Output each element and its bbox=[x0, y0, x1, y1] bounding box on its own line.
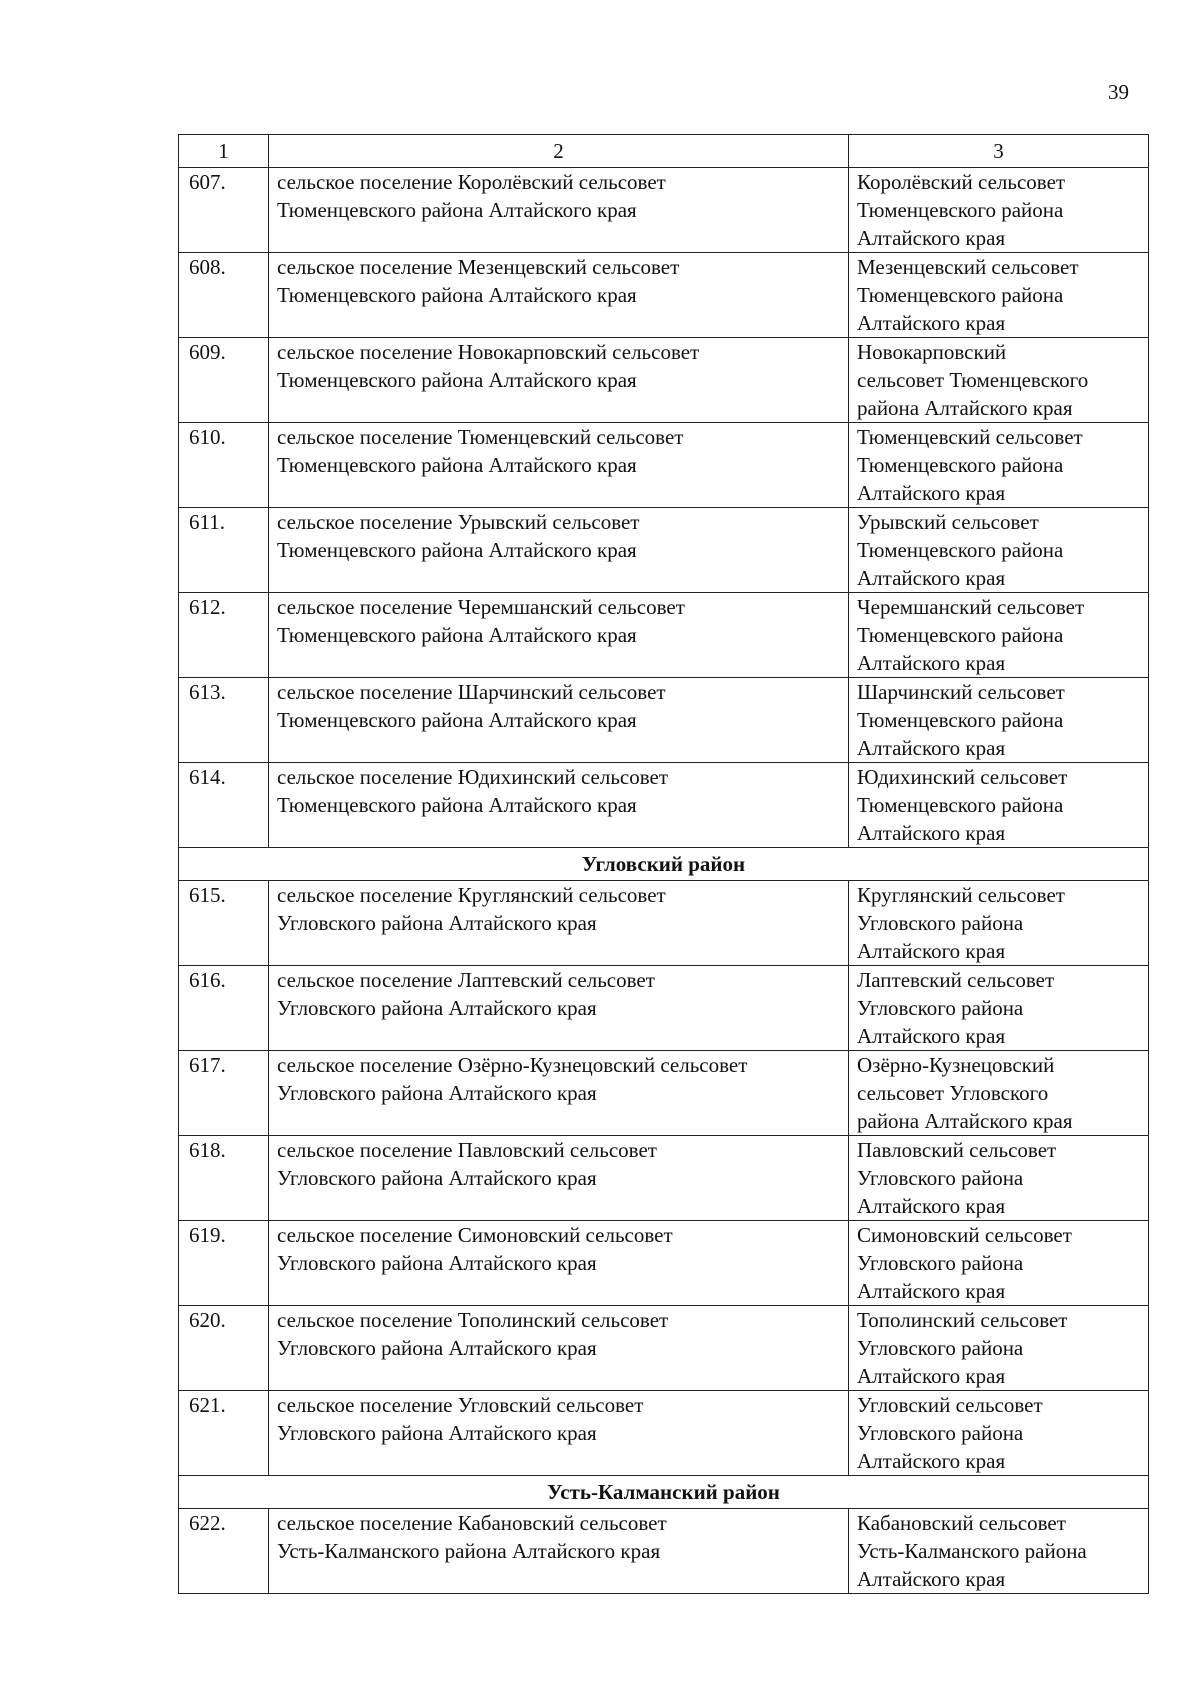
settlement-short-name-line: Алтайского края bbox=[857, 1567, 1006, 1591]
settlement-short-name-line: Алтайского края bbox=[857, 566, 1006, 590]
settlement-short-name-line: Алтайского края bbox=[857, 1279, 1006, 1303]
settlement-full-name bbox=[269, 1221, 849, 1306]
settlement-short-name-line: Алтайского края bbox=[857, 939, 1006, 963]
table-row bbox=[179, 168, 1149, 253]
settlement-full-name-line: сельское поселение Угловский сельсовет bbox=[277, 1393, 644, 1417]
settlement-short-name-line: Угловского района bbox=[857, 911, 1024, 935]
settlement-full-name-line: сельское поселение Урывский сельсовет bbox=[277, 510, 640, 534]
row-number: 615. bbox=[179, 881, 269, 966]
settlement-short-name-line: Алтайского края bbox=[857, 1364, 1006, 1388]
settlement-full-name-line: сельское поселение Кабановский сельсовет bbox=[277, 1511, 667, 1535]
table-row bbox=[179, 1391, 1149, 1476]
settlement-short-name-line: Павловский сельсовет bbox=[857, 1138, 1057, 1162]
settlement-full-name bbox=[269, 593, 849, 678]
row-number: 611. bbox=[179, 508, 269, 593]
settlement-full-name bbox=[269, 763, 849, 848]
settlement-full-name-line: сельское поселение Черемшанский сельсовет bbox=[277, 595, 685, 619]
row-number: 610. bbox=[179, 423, 269, 508]
row-number: 614. bbox=[179, 763, 269, 848]
settlement-full-name-line: Тюменцевского района Алтайского края bbox=[277, 793, 637, 817]
settlement-full-name bbox=[269, 338, 849, 423]
settlement-short-name-line: Тюменцевского района bbox=[857, 623, 1064, 647]
settlement-full-name-line: сельское поселение Тюменцевский сельсовет bbox=[277, 425, 684, 449]
row-number: 619. bbox=[179, 1221, 269, 1306]
settlement-short-name-line: Круглянский сельсовет bbox=[857, 883, 1065, 907]
district-heading: Угловский район bbox=[179, 848, 1149, 881]
settlement-full-name-line: Угловского района Алтайского края bbox=[277, 1166, 597, 1190]
table-row bbox=[179, 508, 1149, 593]
settlement-full-name bbox=[269, 1136, 849, 1221]
settlement-short-name-line: района Алтайского края bbox=[857, 396, 1073, 420]
settlement-short-name-line: Угловского района bbox=[857, 996, 1024, 1020]
settlement-short-name-line: Кабановский сельсовет bbox=[857, 1511, 1066, 1535]
settlement-short-name-line: Королёвский сельсовет bbox=[857, 170, 1066, 194]
table-row bbox=[179, 966, 1149, 1051]
table-row bbox=[179, 763, 1149, 848]
settlement-short-name-line: Тюменцевского района bbox=[857, 283, 1064, 307]
settlement-full-name-line: Угловского района Алтайского края bbox=[277, 911, 597, 935]
settlement-short-name-line: Алтайского края bbox=[857, 821, 1006, 845]
row-number: 617. bbox=[179, 1051, 269, 1136]
settlement-short-name-line: Тюменцевского района bbox=[857, 538, 1064, 562]
row-number: 607. bbox=[179, 168, 269, 253]
settlement-short-name bbox=[849, 253, 1149, 338]
settlement-full-name bbox=[269, 1051, 849, 1136]
table-row bbox=[179, 1136, 1149, 1221]
settlement-full-name bbox=[269, 1306, 849, 1391]
settlement-short-name bbox=[849, 966, 1149, 1051]
table-row bbox=[179, 593, 1149, 678]
settlement-short-name bbox=[849, 881, 1149, 966]
settlement-short-name bbox=[849, 338, 1149, 423]
settlement-short-name-line: Новокарповский bbox=[857, 340, 1007, 364]
settlement-full-name-line: Тюменцевского района Алтайского края bbox=[277, 368, 637, 392]
table-row bbox=[179, 1051, 1149, 1136]
settlement-short-name-line: Алтайского края bbox=[857, 481, 1006, 505]
table-body bbox=[179, 135, 1149, 1594]
district-section-row bbox=[179, 1476, 1149, 1509]
settlement-full-name bbox=[269, 966, 849, 1051]
settlement-short-name bbox=[849, 168, 1149, 253]
settlement-short-name-line: Озёрно-Кузнецовский bbox=[857, 1053, 1055, 1077]
row-number: 609. bbox=[179, 338, 269, 423]
settlement-short-name bbox=[849, 1509, 1149, 1594]
settlement-full-name-line: Тюменцевского района Алтайского края bbox=[277, 453, 637, 477]
settlement-short-name-line: Тюменцевского района bbox=[857, 198, 1064, 222]
settlement-short-name bbox=[849, 1306, 1149, 1391]
settlement-full-name-line: сельское поселение Королёвский сельсовет bbox=[277, 170, 666, 194]
settlement-short-name-line: Алтайского края bbox=[857, 226, 1006, 250]
settlement-full-name-line: Тюменцевского района Алтайского края bbox=[277, 283, 637, 307]
settlement-full-name-line: Тюменцевского района Алтайского края bbox=[277, 623, 637, 647]
settlement-full-name-line: Угловского района Алтайского края bbox=[277, 1421, 597, 1445]
settlement-short-name-line: сельсовет Тюменцевского bbox=[857, 368, 1089, 392]
settlement-short-name-line: Угловского района bbox=[857, 1166, 1024, 1190]
settlement-full-name-line: Угловского района Алтайского края bbox=[277, 1336, 597, 1360]
settlement-short-name-line: Шарчинский сельсовет bbox=[857, 680, 1065, 704]
settlement-full-name-line: сельское поселение Озёрно-Кузнецовский сельсовет bbox=[277, 1053, 748, 1077]
district-section-row bbox=[179, 848, 1149, 881]
settlement-full-name-line: Угловского района Алтайского края bbox=[277, 1251, 597, 1275]
page-number: 39 bbox=[1108, 80, 1129, 104]
table-row bbox=[179, 423, 1149, 508]
settlement-short-name-line: Урывский сельсовет bbox=[857, 510, 1039, 534]
row-number: 608. bbox=[179, 253, 269, 338]
settlement-short-name-line: Алтайского края bbox=[857, 651, 1006, 675]
settlement-full-name-line: сельское поселение Лаптевский сельсовет bbox=[277, 968, 655, 992]
settlement-short-name-line: Тюменцевский сельсовет bbox=[857, 425, 1083, 449]
settlement-full-name-line: Угловского района Алтайского края bbox=[277, 996, 597, 1020]
settlement-full-name-line: Тюменцевского района Алтайского края bbox=[277, 708, 637, 732]
settlement-full-name-line: Усть-Калманского района Алтайского края bbox=[277, 1539, 661, 1563]
settlement-short-name-line: Алтайского края bbox=[857, 736, 1006, 760]
settlement-full-name-line: сельское поселение Мезенцевский сельсовет bbox=[277, 255, 680, 279]
settlement-short-name-line: сельсовет Угловского bbox=[857, 1081, 1049, 1105]
settlement-full-name-line: сельское поселение Павловский сельсовет bbox=[277, 1138, 657, 1162]
settlement-full-name-line: Угловского района Алтайского края bbox=[277, 1081, 597, 1105]
settlement-full-name-line: сельское поселение Шарчинский сельсовет bbox=[277, 680, 666, 704]
settlement-full-name bbox=[269, 1391, 849, 1476]
table-row bbox=[179, 678, 1149, 763]
row-number: 612. bbox=[179, 593, 269, 678]
settlement-full-name-line: сельское поселение Тополинский сельсовет bbox=[277, 1308, 669, 1332]
settlement-short-name-line: Угловского района bbox=[857, 1336, 1024, 1360]
settlement-full-name bbox=[269, 168, 849, 253]
row-number: 618. bbox=[179, 1136, 269, 1221]
district-heading: Усть-Калманский район bbox=[179, 1476, 1149, 1509]
column-header: 3 bbox=[849, 135, 1149, 168]
settlement-full-name-line: сельское поселение Юдихинский сельсовет bbox=[277, 765, 669, 789]
table-header-row bbox=[179, 135, 1149, 168]
settlement-short-name bbox=[849, 508, 1149, 593]
settlement-short-name-line: Угловского района bbox=[857, 1421, 1024, 1445]
settlement-short-name bbox=[849, 763, 1149, 848]
settlement-short-name-line: Юдихинский сельсовет bbox=[857, 765, 1068, 789]
settlement-short-name-line: Алтайского края bbox=[857, 1194, 1006, 1218]
settlement-short-name-line: Алтайского края bbox=[857, 311, 1006, 335]
settlement-full-name bbox=[269, 1509, 849, 1594]
settlement-short-name-line: Симоновский сельсовет bbox=[857, 1223, 1072, 1247]
table-row bbox=[179, 1509, 1149, 1594]
row-number: 621. bbox=[179, 1391, 269, 1476]
table-row bbox=[179, 253, 1149, 338]
settlement-full-name bbox=[269, 881, 849, 966]
row-number: 620. bbox=[179, 1306, 269, 1391]
settlement-short-name-line: Черемшанский сельсовет bbox=[857, 595, 1085, 619]
settlement-short-name-line: Усть-Калманского района bbox=[857, 1539, 1087, 1563]
column-header: 2 bbox=[269, 135, 849, 168]
settlement-short-name bbox=[849, 593, 1149, 678]
settlement-full-name bbox=[269, 253, 849, 338]
settlement-full-name bbox=[269, 423, 849, 508]
settlement-short-name-line: Мезенцевский сельсовет bbox=[857, 255, 1079, 279]
settlement-short-name-line: Алтайского края bbox=[857, 1024, 1006, 1048]
settlement-short-name-line: Тополинский сельсовет bbox=[857, 1308, 1068, 1332]
table-row bbox=[179, 338, 1149, 423]
settlement-short-name bbox=[849, 1221, 1149, 1306]
settlement-short-name bbox=[849, 678, 1149, 763]
settlement-short-name-line: Угловский сельсовет bbox=[857, 1393, 1043, 1417]
column-header: 1 bbox=[179, 135, 269, 168]
settlement-full-name-line: сельское поселение Круглянский сельсовет bbox=[277, 883, 666, 907]
settlement-full-name-line: сельское поселение Новокарповский сельсовет bbox=[277, 340, 700, 364]
settlement-short-name-line: Лаптевский сельсовет bbox=[857, 968, 1055, 992]
table-row bbox=[179, 881, 1149, 966]
settlement-short-name bbox=[849, 1391, 1149, 1476]
row-number: 613. bbox=[179, 678, 269, 763]
settlement-short-name-line: Тюменцевского района bbox=[857, 708, 1064, 732]
settlement-full-name bbox=[269, 508, 849, 593]
settlement-short-name-line: Алтайского края bbox=[857, 1449, 1006, 1473]
table-row bbox=[179, 1306, 1149, 1391]
settlement-short-name bbox=[849, 423, 1149, 508]
row-number: 616. bbox=[179, 966, 269, 1051]
settlement-short-name-line: Тюменцевского района bbox=[857, 793, 1064, 817]
settlement-short-name-line: Угловского района bbox=[857, 1251, 1024, 1275]
settlement-full-name-line: Тюменцевского района Алтайского края bbox=[277, 198, 637, 222]
settlement-short-name-line: района Алтайского края bbox=[857, 1109, 1073, 1133]
settlement-full-name-line: сельское поселение Симоновский сельсовет bbox=[277, 1223, 673, 1247]
settlement-full-name-line: Тюменцевского района Алтайского края bbox=[277, 538, 637, 562]
settlement-full-name bbox=[269, 678, 849, 763]
settlement-short-name-line: Тюменцевского района bbox=[857, 453, 1064, 477]
row-number: 622. bbox=[179, 1509, 269, 1594]
table-row bbox=[179, 1221, 1149, 1306]
settlements-table bbox=[178, 134, 1149, 1594]
settlement-short-name bbox=[849, 1136, 1149, 1221]
settlement-short-name bbox=[849, 1051, 1149, 1136]
